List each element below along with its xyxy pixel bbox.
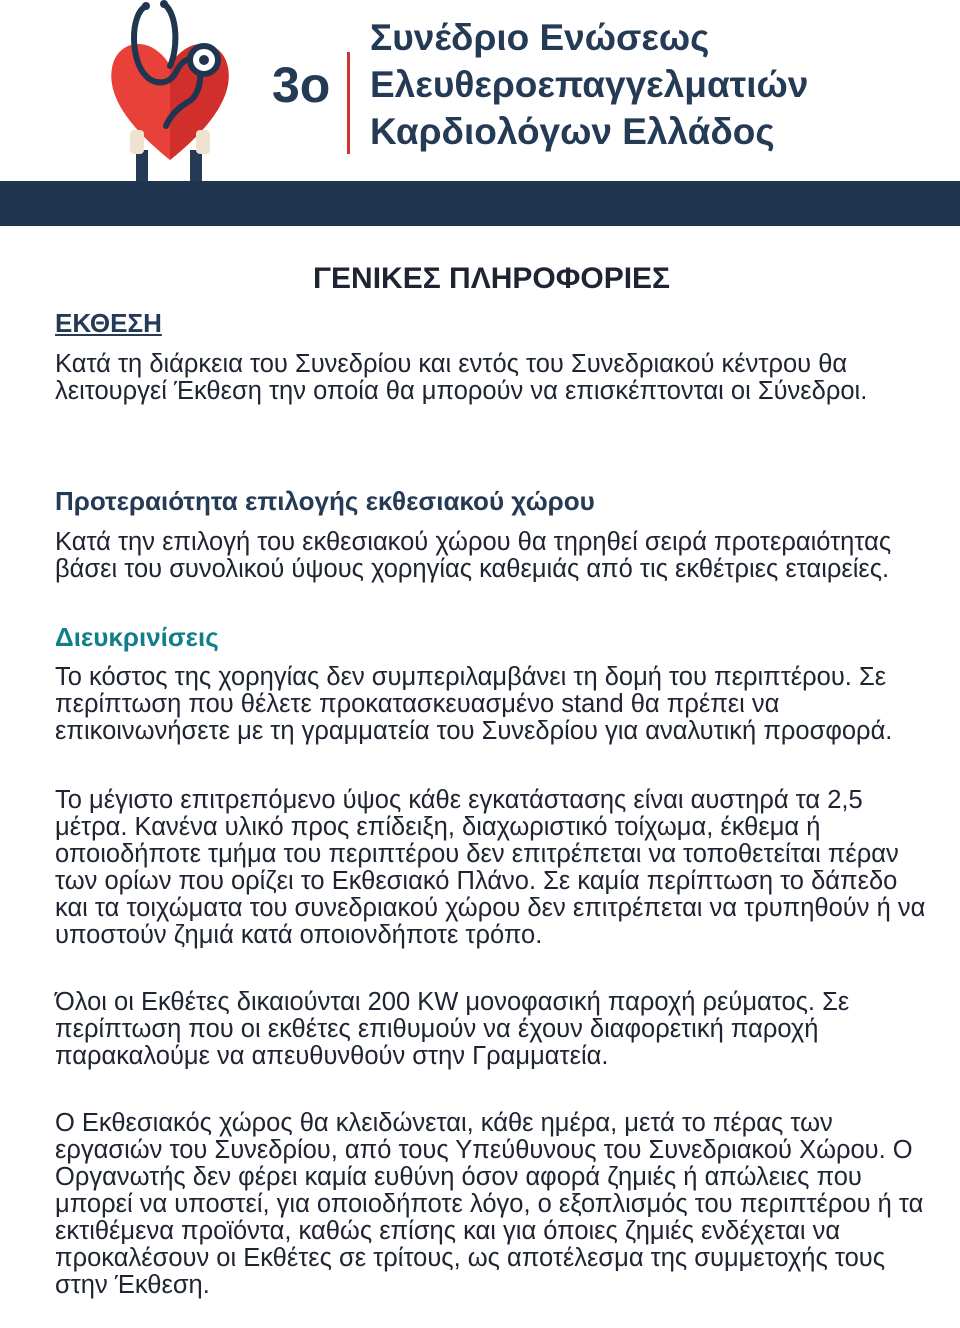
congress-title-line: Καρδιολόγων Ελλάδος	[370, 111, 775, 152]
header-band	[0, 181, 960, 226]
clarification-paragraph: Το κόστος της χορηγίας δεν συμπεριλαμβάνει τη δομή του περιπτέρου. Σε περίπτωση που θέλετε προκατασκευασμένο stand θα πρέπει να επικοινωνήσετε με τη γραμματεία του Συνεδρίου για αναλυτική προσφορά.	[55, 663, 893, 745]
clarification-paragraph: Ο Εκθεσιακός χώρος θα κλειδώνεται, κάθε ημέρα, μετά το πέρας των εργασιών του Συνεδρίου, από τους Υπεύθυνους του Συνεδριακού Χώρου. Ο Οργανωτής δεν φέρει καμία ευθύνη όσον αφορά ζημιές ή απώλειες που μπορεί να υποστεί, για οποιοδήποτε λόγο, ο εξοπλισμός του περιπτέρου ή τα εκτιθέμενα προϊόντα, καθώς επίσης και για όποιες ζημιές ενδέχεται να προκαλέσουν οι Εκθέτες σε τρίτους, ως αποτέλεσμα της συμμετοχής τους στην Έκθεση.	[55, 1109, 924, 1299]
section-title-clarifications: Διευκρινίσεις	[55, 622, 219, 652]
section-text-priority: Κατά την επιλογή του εκθεσιακού χώρου θα τηρηθεί σειρά προτεραιότητας βάσει του συνολικού ύψους χορηγίας καθεμιάς από τις εκθέτριες εταιρείες.	[55, 528, 892, 583]
page-title: ΓΕΝΙΚΕΣ ΠΛΗΡΟΦΟΡΙΕΣ	[313, 262, 671, 295]
header	[0, 0, 960, 226]
congress-title-line: Συνέδριο Ενώσεως	[370, 17, 710, 58]
clarification-paragraph: Το μέγιστο επιτρεπόμενο ύψος κάθε εγκατάστασης είναι αυστηρά τα 2,5 μέτρα. Κανένα υλικό προς επίδειξη, διαχωριστικό τοίχωμα, έκθεμα ή οποιοδήποτε τμήμα του περιπτέρου δεν επιτρέπεται να τοποθετείται πέραν των ορίων που ορίζει το Εκθεσιακό Πλάνο. Σε καμία περίπτωση το δάπεδο και τα τοιχώματα του συνεδριακού χώρου δεν επιτρέπεται να τρυπηθούν ή να υποστούν ζημιά κατά οποιονδήποτε τρόπο.	[55, 786, 926, 949]
congress-title-line: Ελευθεροεπαγγελματιών	[370, 64, 809, 105]
section-title-priority: Προτεραιότητα επιλογής εκθεσιακού χώρου	[55, 486, 595, 516]
congress-title	[370, 14, 808, 155]
section-text-expo: Κατά τη διάρκεια του Συνεδρίου και εντός του Συνεδριακού κέντρου θα λειτουργεί Έκθεση την οποία θα μπορούν να επισκέπτονται οι Σύνεδροι.	[55, 350, 868, 405]
heart-stethoscope-logo-icon	[100, 0, 240, 182]
section-title-expo: ΕΚΘΕΣΗ	[55, 308, 162, 338]
title-divider	[347, 52, 350, 154]
clarification-paragraph: Όλοι οι Εκθέτες δικαιούνται 200 KW μονοφασική παροχή ρεύματος. Σε περίπτωση που οι εκθέτες επιθυμούν να έχουν διαφορετική παροχή παρακαλούμε να απευθυνθούν στην Γραμματεία.	[55, 988, 850, 1070]
congress-ordinal: 3ο	[272, 57, 331, 113]
